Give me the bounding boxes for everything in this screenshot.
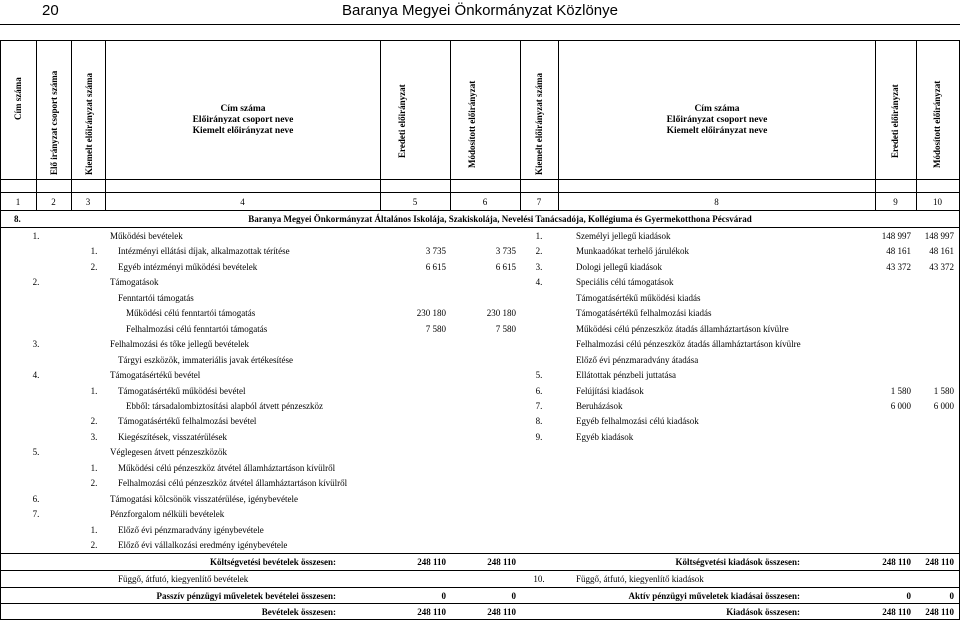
row-label: Támogatásértékű bevétel	[110, 370, 201, 380]
row-group-number: 6.	[32, 494, 40, 504]
row-label: Tárgyi eszközök, immateriális javak értékesítése	[118, 355, 294, 365]
header-cim-line: Cím száma	[694, 104, 740, 114]
row-label-2: Működési célú pénzeszköz átadás államháztartáson kívülre	[576, 324, 789, 334]
row-label-2: Támogatásértékű felhalmozási kiadás	[576, 308, 712, 318]
total-eredeti: 248 110	[417, 607, 446, 617]
row-group-number: 5.	[32, 447, 40, 457]
row-item-number: 3.	[90, 432, 98, 442]
row-label: Ebből: társadalombiztosítási alapból átvett pénzeszköz	[126, 401, 323, 411]
header-kiemelt-szama-2: Kiemelt előirányzat száma	[534, 73, 544, 175]
total-label: Függő, átfutó, kiegyenlítő bevételek	[118, 574, 249, 584]
col-number: 4	[240, 197, 245, 207]
row-label: Véglegesen átvett pénzeszközök	[110, 447, 227, 457]
row-label-2: Támogatásértékű működési kiadás	[576, 293, 701, 303]
total-eredeti: 0	[441, 591, 446, 601]
header-cim-block-2	[562, 104, 872, 137]
row-label: Támogatások	[110, 277, 159, 287]
row-eredeti: 7 580	[425, 324, 446, 334]
row-label-2: Beruházások	[576, 401, 623, 411]
row-modositott: 3 735	[495, 246, 516, 256]
row-item-number-2: 1.	[535, 231, 543, 241]
row-modositott: 230 180	[486, 308, 516, 318]
row-label: Felhalmozási célú fenntartói támogatás	[126, 324, 268, 334]
row-label: Működési célú fenntartói támogatás	[126, 308, 256, 318]
row-eredeti: 3 735	[425, 246, 446, 256]
row-label-2: Munkaadókat terhelő járulékok	[576, 246, 689, 256]
row-label-2: Felhalmozási célú pénzeszköz átadás államháztartáson kívülre	[576, 339, 801, 349]
total-eredeti-2: 248 110	[882, 557, 911, 567]
row-item-number: 2.	[90, 478, 98, 488]
header-csoport-line: Előirányzat csoport neve	[666, 115, 768, 125]
row-label: Felhalmozási és tőke jellegű bevételek	[110, 339, 249, 349]
row-label: Kiegészítések, visszatérülések	[118, 432, 227, 442]
row-label-2: Ellátottak pénzbeli juttatása	[576, 370, 676, 380]
row-item-number-2: 5.	[535, 370, 543, 380]
header-kiemelt-line: Kiemelt előirányzat neve	[666, 126, 768, 136]
header-modositott-2: Módosított előirányzat	[932, 80, 942, 168]
row-label-2: Speciális célú támogatások	[576, 277, 674, 287]
row-label: Támogatásértékű felhalmozási bevétel	[118, 416, 257, 426]
row-modositott-2: 6 000	[933, 401, 954, 411]
row-label: Előző évi pénzmaradvány igénybevétele	[118, 525, 264, 535]
row-eredeti-2: 43 372	[886, 262, 911, 272]
row-label-2: Egyéb felhalmozási célú kiadások	[576, 416, 699, 426]
row-item-number-2: 2.	[535, 246, 543, 256]
row-item-number: 1.	[90, 246, 98, 256]
row-item-number: 1.	[90, 525, 98, 535]
col-number: 10	[933, 197, 942, 207]
total-label-2: Függő, átfutó, kiegyenlítő kiadások	[576, 574, 704, 584]
col-number: 8	[714, 197, 719, 207]
row-label: Működési célú pénzeszköz átvétel államháztartáson kívülről	[118, 463, 336, 473]
row-label: Működési bevételek	[110, 231, 183, 241]
row-item-number: 1.	[90, 386, 98, 396]
col-number: 9	[893, 197, 898, 207]
page-header	[0, 0, 960, 24]
row-item-number-2: 4.	[535, 277, 543, 287]
row-group-number: 1.	[32, 231, 40, 241]
row-eredeti-2: 48 161	[886, 246, 911, 256]
header-cim-line: Cím száma	[220, 104, 266, 114]
row-eredeti: 230 180	[416, 308, 446, 318]
total-eredeti-2: 0	[906, 591, 911, 601]
row-item-number: 2.	[90, 262, 98, 272]
row-label: Támogatásértékű működési bevétel	[118, 386, 246, 396]
row-item-number-2: 3.	[535, 262, 543, 272]
row-label-2: Egyéb kiadások	[576, 432, 634, 442]
header-csoport-line: Előirányzat csoport neve	[192, 115, 294, 125]
row-modositott-2: 148 997	[924, 231, 954, 241]
total-item-number: 10.	[533, 574, 545, 584]
total-label-2: Költségvetési kiadások összesen:	[675, 557, 800, 567]
row-eredeti: 6 615	[425, 262, 446, 272]
header-eredeti-1: Eredeti előirányzat	[397, 84, 407, 158]
row-label-2: Személyi jellegű kiadások	[576, 231, 671, 241]
page-number: 20	[42, 2, 59, 19]
row-item-number-2: 9.	[535, 432, 543, 442]
total-modositott-2: 248 110	[925, 607, 954, 617]
row-label: Fenntartói támogatás	[118, 293, 194, 303]
row-modositott-2: 48 161	[929, 246, 954, 256]
header-modositott-1: Módosított előirányzat	[467, 80, 477, 168]
header-cim-szama: Cím száma	[13, 77, 23, 120]
total-modositott-2: 248 110	[925, 557, 954, 567]
row-label-2: Dologi jellegű kiadások	[576, 262, 662, 272]
row-item-number-2: 8.	[535, 416, 543, 426]
total-modositott: 248 110	[487, 607, 516, 617]
total-label: Költségvetési bevételek összesen:	[210, 557, 336, 567]
row-modositott: 6 615	[495, 262, 516, 272]
row-eredeti-2: 1 580	[890, 386, 911, 396]
col-number: 1	[15, 197, 21, 207]
total-label-2: Aktív pénzügyi műveletek kiadásai összesen:	[628, 591, 800, 601]
page-title: Baranya Megyei Önkormányzat Közlönye	[342, 2, 618, 19]
row-eredeti-2: 6 000	[890, 401, 911, 411]
row-label: Egyéb intézményi működési bevételek	[118, 262, 258, 272]
total-modositott: 0	[511, 591, 516, 601]
col-number: 2	[51, 197, 56, 207]
header-kiemelt-szama-1: Kiemelt előirányzat száma	[84, 73, 94, 175]
col-number: 5	[412, 197, 418, 207]
row-item-number-2: 7.	[535, 401, 543, 411]
header-kiemelt-line: Kiemelt előirányzat neve	[192, 126, 294, 136]
row-label: Intézményi ellátási díjak, alkalmazottak térítése	[118, 246, 290, 256]
row-group-number: 2.	[32, 277, 40, 287]
row-group-number: 3.	[32, 339, 40, 349]
row-item-number-2: 6.	[535, 386, 543, 396]
header-eredeti-2: Eredeti előirányzat	[890, 84, 900, 158]
row-modositott-2: 43 372	[929, 262, 954, 272]
row-group-number: 7.	[32, 509, 40, 519]
total-eredeti-2: 248 110	[882, 607, 911, 617]
total-label-2: Kiadások összesen:	[726, 607, 800, 617]
row-label-2: Előző évi pénzmaradvány átadása	[576, 355, 699, 365]
row-eredeti-2: 148 997	[881, 231, 911, 241]
section-title: Baranya Megyei Önkormányzat Általános Iskolája, Szakiskolája, Nevelési Tanácsadója, Kollégiuma és Gyermekotthona Pécsvárad	[248, 214, 752, 224]
total-modositott-2: 0	[949, 591, 954, 601]
row-modositott: 7 580	[495, 324, 516, 334]
header-cim-block-1	[110, 104, 376, 137]
row-label: Előző évi vállalkozási eredmény igénybevétele	[118, 540, 288, 550]
row-label: Felhalmozási célú pénzeszköz átvétel államháztartáson kívülről	[118, 478, 348, 488]
row-label: Támogatási kölcsönök visszatérülése, igénybevétele	[110, 494, 298, 504]
total-eredeti: 248 110	[417, 557, 446, 567]
col-number: 3	[85, 197, 91, 207]
total-label: Passzív pénzügyi műveletek bevételei összesen:	[156, 591, 336, 601]
row-label-2: Felújítási kiadások	[576, 386, 644, 396]
total-label: Bevételek összesen:	[261, 607, 336, 617]
row-item-number: 1.	[90, 463, 98, 473]
total-modositott: 248 110	[487, 557, 516, 567]
section-number: 8.	[14, 214, 21, 224]
col-number: 6	[482, 197, 488, 207]
row-label: Pénzforgalom nélküli bevételek	[110, 509, 225, 519]
row-item-number: 2.	[90, 540, 98, 550]
row-item-number: 2.	[90, 416, 98, 426]
col-number: 7	[536, 197, 542, 207]
row-modositott-2: 1 580	[933, 386, 954, 396]
row-group-number: 4.	[32, 370, 40, 380]
header-eloiranyzat-csoport-szama: Elő irányzat csoport száma	[49, 70, 59, 175]
